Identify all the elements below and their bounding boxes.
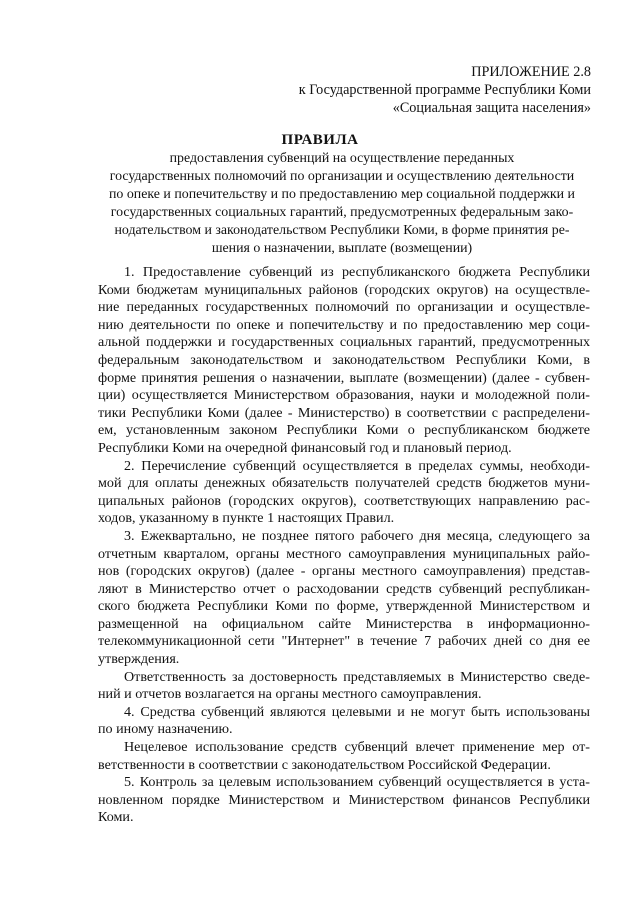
paragraph-line: ние переданных государственных полномочий по организации и осуществле- — [98, 299, 590, 316]
paragraph-line: альной поддержки и государственных социальных гарантий, предусмотренных — [98, 334, 590, 351]
paragraph-line: ции) осуществляется Министерством образования, науки и молодежной поли- — [98, 387, 590, 404]
paragraph-line: новленном порядке Министерством и Министерством финансов Республики — [98, 791, 590, 808]
paragraph-line: нию деятельности по опеке и попечительству и по предоставлению мер соци- — [98, 316, 590, 333]
paragraph — [98, 774, 590, 827]
paragraph-line: форме принятия решения о назначении, выплате (возмещении) (далее - субвен- — [98, 369, 590, 386]
paragraph — [98, 528, 590, 669]
subtitle-line: государственных социальных гарантий, предусмотренных федеральным зако- — [110, 205, 574, 220]
paragraph-line: 4. Средства субвенций являются целевыми и не могут быть использованы — [124, 703, 590, 720]
paragraph-line: ципальных районов (городских округов), соответствующих направлению рас- — [98, 492, 590, 509]
paragraph-line: Ответственность за достоверность представляемых в Министерство сведе- — [124, 668, 590, 685]
paragraph-line: 1. Предоставление субвенций из республиканского бюджета Республики — [124, 264, 590, 280]
paragraph-line: ем, установленным законом Республики Коми о республиканском бюджете — [98, 422, 590, 439]
paragraph-line: Коми. — [98, 809, 134, 826]
paragraph-line: ского бюджета Республики Коми по форме, утвержденной Министерством и — [98, 598, 590, 615]
paragraph-line: тики Республики Коми (далее - Министерство) в соответствии с распределени- — [98, 404, 590, 421]
paragraph — [98, 458, 590, 528]
paragraph-line: размещенной на официальном сайте Министерства в информационно- — [98, 615, 590, 632]
paragraph — [98, 264, 590, 458]
paragraph — [98, 704, 590, 739]
paragraph — [98, 739, 590, 774]
appendix-header — [299, 63, 591, 117]
paragraph-line: Нецелевое использование средств субвенций влечет применение мер от- — [124, 739, 590, 756]
document-subtitle — [98, 150, 586, 258]
appendix-program-name: «Социальная защита населения» — [392, 100, 591, 116]
paragraph-line: отчетным кварталом, органы местного самоуправления муниципальных райо- — [98, 545, 590, 562]
appendix-number: ПРИЛОЖЕНИЕ 2.8 — [471, 64, 591, 80]
paragraph-line: утверждения. — [98, 651, 180, 668]
subtitle-line: шения о назначении, выплате (возмещении) — [211, 241, 473, 256]
document-body — [98, 264, 590, 827]
appendix-program-ref: к Государственной программе Республики Коми — [298, 82, 591, 98]
paragraph-line: мой для оплаты денежных обязательств получателей средств бюджетов муни- — [98, 475, 590, 492]
paragraph-line: Коми бюджетам муниципальных районов (городских округов) на осуществле- — [98, 281, 590, 298]
subtitle-line: предоставления субвенций на осуществление переданных — [169, 151, 515, 166]
paragraph-line: 2. Перечисление субвенций осуществляется в пределах суммы, необходи- — [124, 457, 590, 474]
subtitle-line: нодательством и законодательством Республики Коми, в форме принятия ре- — [114, 223, 570, 238]
paragraph — [98, 669, 590, 704]
document-title: ПРАВИЛА — [281, 132, 359, 148]
paragraph-line: нов (городских округов) (далее - органы местного самоуправления) представ- — [98, 563, 590, 580]
paragraph-line: ний и отчетов возлагается на органы местного самоуправления. — [98, 686, 482, 703]
paragraph-line: 3. Ежеквартально, не позднее пятого рабочего дня месяца, следующего за — [124, 527, 590, 544]
paragraph-line: ходов, указанному в пункте 1 настоящих Правил. — [98, 510, 395, 527]
paragraph-line: по иному назначению. — [98, 721, 233, 738]
paragraph-line: ветственности в соответствии с законодательством Российской Федерации. — [98, 756, 551, 773]
paragraph-line: ляют в Министерство отчет о расходовании средств субвенций республикан- — [98, 580, 590, 597]
subtitle-line: по опеке и попечительству и по предоставлению мер социальной поддержки и — [109, 187, 575, 202]
paragraph-line: Республики Коми на очередной финансовый год и плановый период. — [98, 439, 512, 456]
paragraph-line: федеральным законодательством и законодательством Республики Коми, в — [98, 351, 590, 368]
paragraph-line: телекоммуникационной сети "Интернет" в течение 7 рабочих дней со дня ее — [98, 633, 590, 650]
paragraph-line: 5. Контроль за целевым использованием субвенций осуществляется в уста- — [124, 774, 590, 791]
subtitle-line: государственных полномочий по организации и осуществлению деятельности — [109, 169, 575, 184]
